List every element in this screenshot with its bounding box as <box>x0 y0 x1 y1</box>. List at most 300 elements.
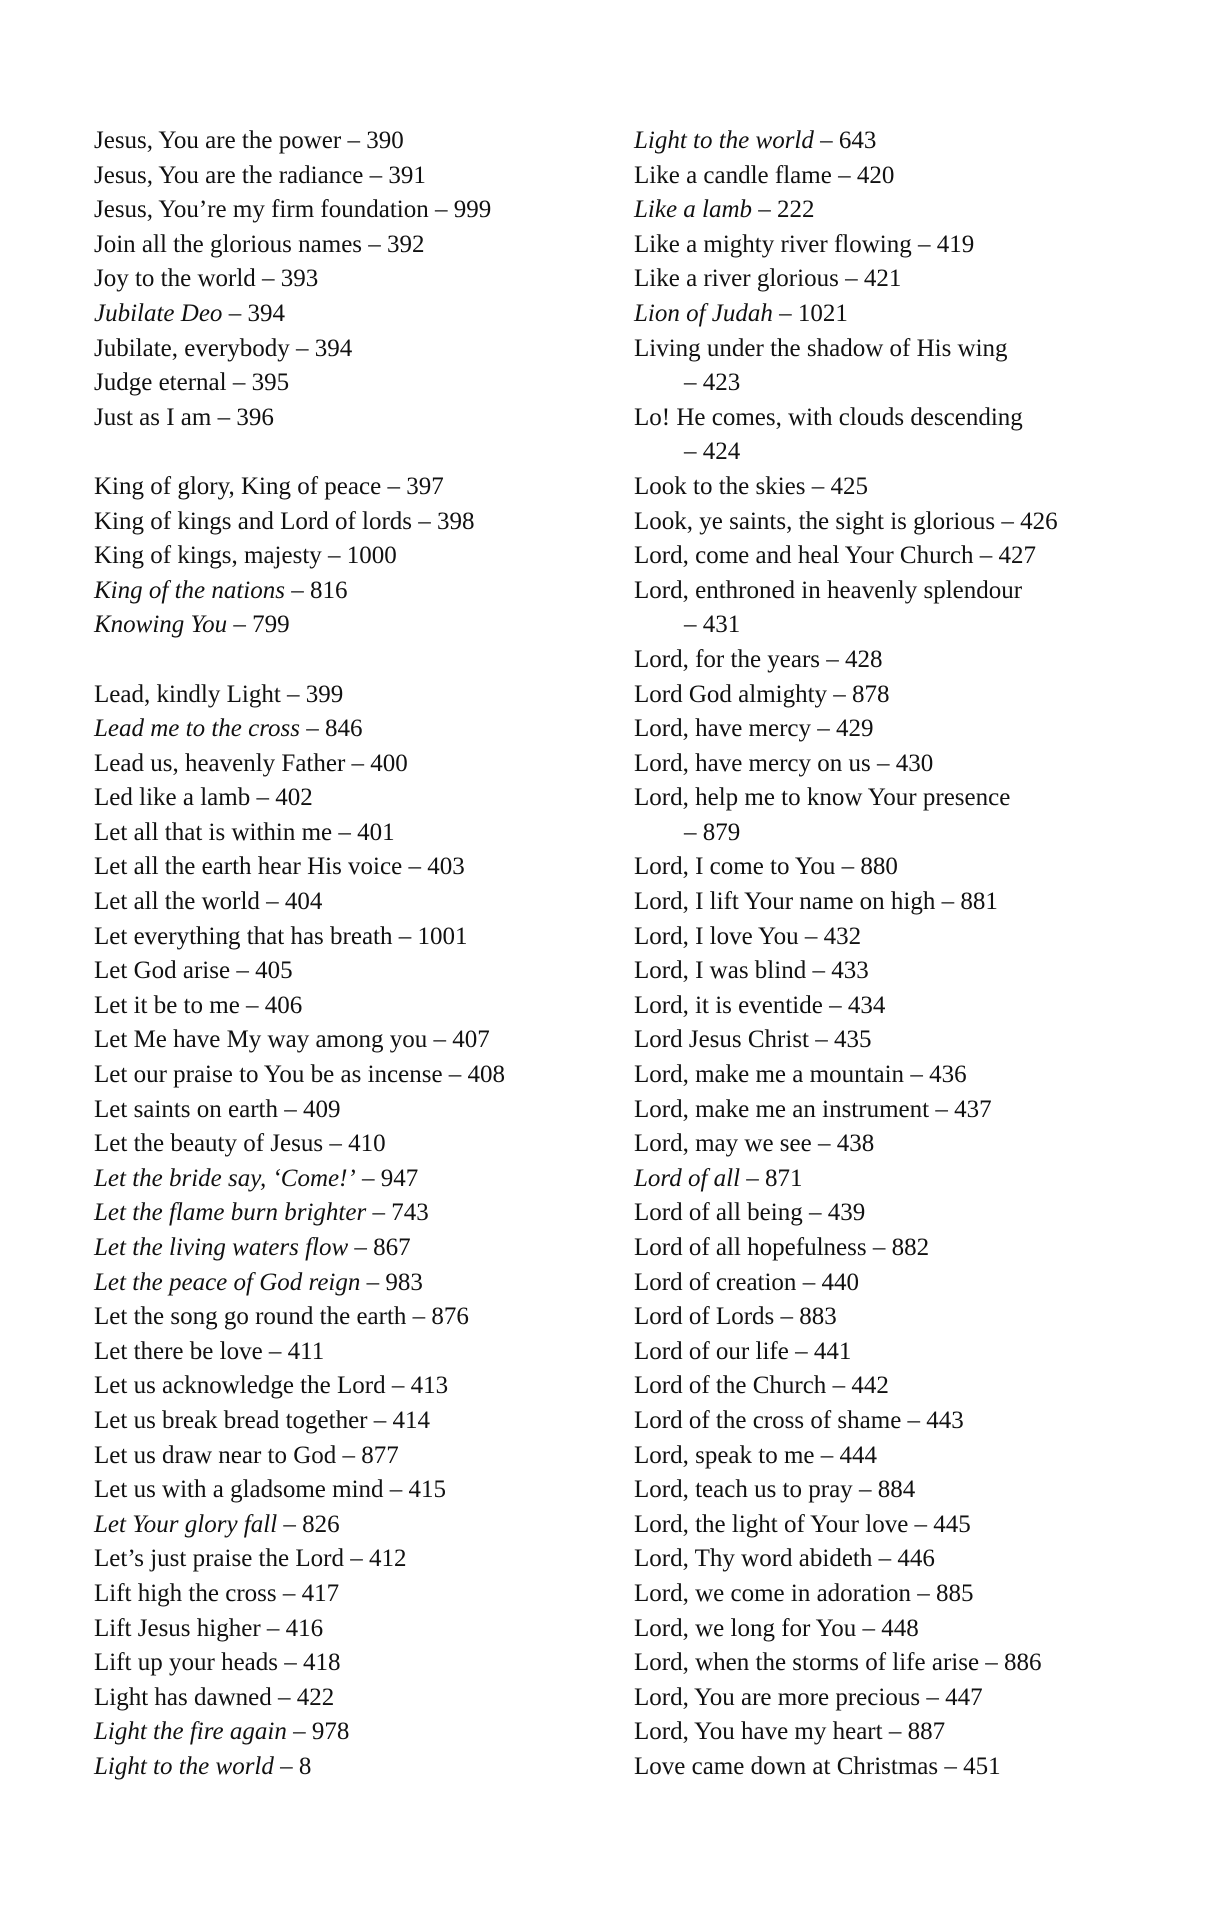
separator-dash: – <box>796 1268 822 1296</box>
hymn-title: Jesus, You are the radiance <box>94 161 364 189</box>
hymn-entry-continuation: – 424 <box>684 438 741 466</box>
hymn-entry <box>634 1196 1214 1231</box>
hymn-entry <box>634 505 1214 540</box>
hymn-entry <box>634 781 1214 816</box>
hymn-entry <box>94 332 594 367</box>
separator-dash: – <box>383 1476 409 1504</box>
hymn-entry <box>634 1577 1214 1612</box>
hymn-entry <box>94 1577 594 1612</box>
hymn-number: 743 <box>391 1199 429 1227</box>
hymn-entry <box>634 850 1214 885</box>
hymn-number: 883 <box>799 1303 837 1331</box>
separator-dash: – <box>412 507 438 535</box>
hymn-entry <box>634 1162 1214 1197</box>
hymn-entry <box>94 401 594 436</box>
separator-dash: – <box>856 1614 882 1642</box>
hymn-title: Light to the world <box>94 1752 274 1780</box>
separator-dash: – <box>262 1337 288 1365</box>
hymn-number: 885 <box>936 1579 974 1607</box>
hymn-number: 407 <box>452 1026 490 1054</box>
separator-dash: – <box>788 1337 814 1365</box>
separator-dash: – <box>774 1303 800 1331</box>
hymn-entry <box>94 297 594 332</box>
hymn-title: Like a river glorious <box>634 265 839 293</box>
separator-dash: – <box>259 888 285 916</box>
hymn-number: 401 <box>357 818 395 846</box>
hymn-entry <box>634 539 1214 574</box>
hymn-title: Lord, You have my heart <box>634 1718 883 1746</box>
separator-dash: – <box>255 265 281 293</box>
hymn-title: Let us with a gladsome mind <box>94 1476 384 1504</box>
hymn-entry <box>94 1335 594 1370</box>
separator-dash: – <box>831 161 857 189</box>
hymn-entry <box>94 1093 594 1128</box>
hymn-number: 886 <box>1004 1649 1042 1677</box>
hymn-number: 408 <box>467 1061 506 1089</box>
hymn-number: 947 <box>380 1164 419 1192</box>
hymn-number: 392 <box>387 230 425 258</box>
separator-dash: – <box>341 127 367 154</box>
hymn-title: Lord, come and heal Your Church <box>634 542 974 570</box>
hymn-title: Lord of all <box>634 1164 741 1192</box>
hymn-entry <box>94 781 594 816</box>
separator-dash: – <box>402 853 428 881</box>
separator-dash: – <box>289 334 315 362</box>
hymn-title: Lord of the cross of shame <box>634 1406 902 1434</box>
hymn-number: 1021 <box>797 299 848 327</box>
separator-dash: – <box>938 1752 964 1780</box>
hymn-title: Lord, may we see <box>634 1130 812 1158</box>
hymn-entry <box>94 1058 594 1093</box>
separator-dash: – <box>929 1095 955 1123</box>
hymn-entry <box>634 712 1214 747</box>
separator-dash: – <box>852 1476 878 1504</box>
hymn-title: King of the nations <box>94 576 285 604</box>
hymn-number: 430 <box>895 749 934 777</box>
separator-dash: – <box>835 853 861 881</box>
separator-dash: – <box>870 749 896 777</box>
hymn-number: 428 <box>845 645 883 673</box>
hymn-entry <box>634 954 1214 989</box>
hymn-entry <box>634 1127 1214 1162</box>
hymn-entry <box>634 1439 1214 1474</box>
hymn-title: Light has dawned <box>94 1683 272 1711</box>
hymn-number: 418 <box>302 1649 341 1677</box>
separator-dash: – <box>277 1095 303 1123</box>
hymn-title: Let Me have My way among you <box>94 1026 428 1054</box>
separator-dash: – <box>367 1406 393 1434</box>
hymn-title: Let everything that has breath <box>94 922 393 950</box>
hymn-number: 390 <box>366 127 404 154</box>
hymn-title: Let all the earth hear His voice <box>94 853 403 881</box>
hymn-title: Let the beauty of Jesus <box>94 1130 324 1158</box>
hymn-number: 1001 <box>417 922 468 950</box>
hymn-title: Let all that is within me <box>94 818 333 846</box>
separator-dash: – <box>300 715 325 743</box>
separator-dash: – <box>336 1441 362 1469</box>
hymn-title: Let all the world <box>94 888 260 916</box>
hymn-title: Lead us, heavenly Father <box>94 749 346 777</box>
hymn-title: Lord, I was blind <box>634 957 807 985</box>
separator-dash: – <box>345 749 371 777</box>
hymn-entry <box>94 1369 594 1404</box>
hymn-number: 826 <box>302 1510 340 1538</box>
hymn-entry <box>634 401 1214 436</box>
hymn-title: Let us break bread together <box>94 1406 368 1434</box>
hymn-title: Lord, make me an instrument <box>634 1095 930 1123</box>
hymn-entry <box>94 1542 594 1577</box>
hymn-number: 877 <box>361 1441 399 1469</box>
hymn-entry <box>634 678 1214 713</box>
separator-dash: – <box>360 1268 386 1296</box>
hymn-number: 876 <box>431 1303 469 1331</box>
hymn-entry <box>634 1715 1214 1750</box>
hymn-entry <box>634 643 1214 678</box>
hymn-title: Let’s just praise the Lord <box>94 1545 344 1573</box>
index-column-left <box>94 124 594 1785</box>
hymn-title: Let there be love <box>94 1337 263 1365</box>
hymn-number: 437 <box>954 1095 992 1123</box>
hymn-title: Let the living waters flow <box>94 1234 349 1261</box>
separator-dash: – <box>321 542 347 570</box>
separator-dash: – <box>442 1061 468 1089</box>
hymn-title: Lord, for the years <box>634 645 821 673</box>
hymn-entry <box>94 470 594 505</box>
hymn-number: 433 <box>831 957 869 985</box>
hymn-entry <box>94 1300 594 1335</box>
hymn-title: Jubilate, everybody <box>94 334 290 362</box>
hymn-number: 399 <box>305 680 344 708</box>
hymn-title: Jubilate Deo <box>94 299 223 327</box>
hymn-number: 846 <box>325 715 363 743</box>
separator-dash: – <box>230 957 256 985</box>
separator-dash: – <box>323 1130 349 1158</box>
hymn-number: 436 <box>929 1061 967 1089</box>
hymn-entry <box>634 1023 1214 1058</box>
hymn-entry <box>94 920 594 955</box>
hymn-entry <box>94 1681 594 1716</box>
hymn-number: 871 <box>765 1164 803 1192</box>
hymn-title: Lo! He comes, with clouds descending <box>634 403 1023 431</box>
separator-dash: – <box>277 1649 303 1677</box>
hymn-number: 884 <box>877 1476 916 1504</box>
separator-dash: – <box>250 784 276 812</box>
hymn-number: 422 <box>296 1683 335 1711</box>
hymn-title: Lift Jesus higher <box>94 1614 261 1642</box>
separator-dash: – <box>814 1441 840 1469</box>
hymn-entry <box>634 920 1214 955</box>
separator-dash: – <box>827 680 853 708</box>
separator-dash: – <box>286 1718 312 1746</box>
hymn-entry <box>94 1646 594 1681</box>
separator-dash: – <box>973 542 999 570</box>
separator-dash: – <box>811 715 837 743</box>
hymn-number: 439 <box>827 1199 866 1227</box>
hymn-title: Lord Jesus Christ <box>634 1026 809 1054</box>
hymn-title: Lord of our life <box>634 1337 789 1365</box>
hymn-entry <box>634 1058 1214 1093</box>
separator-dash: – <box>392 922 418 950</box>
hymn-entry <box>634 297 1214 332</box>
hymn-entry <box>94 608 594 643</box>
hymn-entry <box>634 989 1214 1024</box>
separator-dash: – <box>227 611 253 639</box>
hymn-number: 447 <box>945 1683 983 1711</box>
hymn-entry <box>634 747 1214 782</box>
separator-dash: – <box>260 1614 286 1642</box>
hymn-number: 440 <box>821 1268 859 1296</box>
hymn-number: 867 <box>373 1234 411 1261</box>
hymn-number: 394 <box>247 299 285 327</box>
hymn-entry <box>94 1404 594 1439</box>
hymn-title: Let the bride say, ‘Come!’ <box>94 1164 356 1192</box>
hymn-title: Lord, I love You <box>634 922 799 950</box>
hymn-number: 403 <box>427 853 465 881</box>
hymn-entry <box>94 1612 594 1647</box>
hymn-entry <box>94 1023 594 1058</box>
hymn-number: 395 <box>251 369 290 397</box>
separator-dash: – <box>813 127 839 154</box>
hymn-number: 443 <box>926 1406 964 1434</box>
separator-dash: – <box>882 1718 908 1746</box>
hymn-title: Lord, we long for You <box>634 1614 857 1642</box>
hymn-entry <box>94 954 594 989</box>
hymn-title: Lord, have mercy on us <box>634 749 871 777</box>
separator-dash: – <box>740 1164 766 1192</box>
hymn-entry <box>94 1473 594 1508</box>
separator-dash: – <box>805 472 831 500</box>
separator-dash: – <box>866 1234 892 1261</box>
hymn-title: Look to the skies <box>634 472 806 500</box>
hymn-number: 434 <box>847 991 886 1019</box>
hymn-entry <box>94 539 594 574</box>
hymn-title: Lift up your heads <box>94 1649 278 1677</box>
hymn-entry <box>634 1231 1214 1266</box>
separator-dash: – <box>904 1061 930 1089</box>
hymn-title: King of glory, King of peace <box>94 472 382 500</box>
hymn-entry <box>634 159 1214 194</box>
separator-dash: – <box>995 507 1021 535</box>
separator-dash: – <box>826 1372 852 1400</box>
hymn-number: 441 <box>813 1337 852 1365</box>
hymn-title: Lift high the cross <box>94 1579 277 1607</box>
hymn-title: Lead, kindly Light <box>94 680 281 708</box>
hymn-entry-continuation: – 431 <box>684 611 741 639</box>
hymn-number: 643 <box>838 127 877 154</box>
hymn-number: 421 <box>863 265 902 293</box>
section-gap <box>94 643 594 678</box>
hymn-title: Like a mighty river flowing <box>634 230 912 258</box>
hymn-number: 391 <box>388 161 426 189</box>
hymn-entry <box>94 193 594 228</box>
hymn-number: 882 <box>891 1234 930 1261</box>
hymn-number: 405 <box>255 957 293 985</box>
hymn-title: Let the peace of God reign <box>94 1268 361 1296</box>
hymn-entry <box>94 505 594 540</box>
separator-dash: – <box>935 888 961 916</box>
hymn-title: Lord, we come in adoration <box>634 1579 911 1607</box>
hymn-title: Let Your glory fall <box>94 1510 278 1538</box>
separator-dash: – <box>381 472 407 500</box>
separator-dash: – <box>362 230 388 258</box>
hymn-number: 880 <box>860 853 898 881</box>
hymn-title: Lord, help me to know Your presence <box>634 784 1011 812</box>
hymn-number: 983 <box>385 1268 423 1296</box>
separator-dash: – <box>802 1199 828 1227</box>
hymn-number: 416 <box>285 1614 324 1642</box>
hymn-entry <box>634 1369 1214 1404</box>
hymn-entry <box>94 989 594 1024</box>
hymn-title: Lord, Thy word abideth <box>634 1545 873 1573</box>
hymn-title: Living under the shadow of His wing <box>634 334 1008 362</box>
separator-dash: – <box>809 1026 834 1054</box>
hymn-number: 425 <box>830 472 869 500</box>
index-column-right <box>634 124 1214 1785</box>
hymn-number: 432 <box>823 922 862 950</box>
hymn-number: 402 <box>275 784 313 812</box>
hymn-entry <box>634 262 1214 297</box>
hymn-title: Lord, the light of Your love <box>634 1510 909 1538</box>
hymn-entry <box>634 193 1214 228</box>
hymn-entry <box>94 159 594 194</box>
hymn-number: 415 <box>408 1476 447 1504</box>
separator-dash: – <box>428 196 454 224</box>
separator-dash: – <box>806 957 832 985</box>
hymn-number: 222 <box>777 196 815 224</box>
separator-dash: – <box>822 991 848 1019</box>
hymn-entry-continuation: – 423 <box>684 369 741 397</box>
hymn-number: 398 <box>437 507 475 535</box>
hymn-entry <box>634 1508 1214 1543</box>
hymn-title: Love came down at Christmas <box>634 1752 939 1780</box>
separator-dash: – <box>920 1683 946 1711</box>
hymn-title: Lord, teach us to pray <box>634 1476 853 1504</box>
hymn-entry <box>634 1404 1214 1439</box>
hymn-number: 412 <box>368 1545 407 1573</box>
separator-dash: – <box>772 299 798 327</box>
hymn-entry <box>94 885 594 920</box>
hymn-entry <box>634 1473 1214 1508</box>
separator-dash: – <box>332 818 358 846</box>
hymn-entry <box>634 1646 1214 1681</box>
separator-dash: – <box>226 369 252 397</box>
separator-dash: – <box>363 161 389 189</box>
hymn-entry <box>94 1508 594 1543</box>
separator-dash: – <box>908 1510 934 1538</box>
hymn-title: Judge eternal <box>94 369 227 397</box>
separator-dash: – <box>211 403 237 431</box>
separator-dash: – <box>276 1579 302 1607</box>
hymn-title: Join all the glorious names <box>94 230 363 258</box>
hymn-title: Let us draw near to God <box>94 1441 337 1469</box>
separator-dash: – <box>277 1510 303 1538</box>
hymn-number: 442 <box>851 1372 889 1400</box>
hymn-title: Let God arise <box>94 957 231 985</box>
hymn-title: Lord of the Church <box>634 1372 827 1400</box>
hymn-entry <box>94 816 594 851</box>
hymn-title: Just as I am <box>94 403 212 431</box>
hymn-title: Lord of all hopefulness <box>634 1234 867 1261</box>
hymn-title: Led like a lamb <box>94 784 251 812</box>
hymn-title: Look, ye saints, the sight is glorious <box>634 507 996 535</box>
hymn-title: King of kings, majesty <box>94 542 322 570</box>
hymn-entry <box>634 885 1214 920</box>
hymn-title: Joy to the world <box>94 265 256 293</box>
hymn-entry <box>94 747 594 782</box>
hymn-number: 999 <box>453 196 492 224</box>
hymn-entry <box>634 1300 1214 1335</box>
hymn-title: Lord, I lift Your name on high <box>634 888 936 916</box>
hymn-number: 816 <box>309 576 348 604</box>
separator-dash: – <box>798 922 824 950</box>
hymn-number: 429 <box>836 715 874 743</box>
hymn-number: 394 <box>314 334 353 362</box>
separator-dash: – <box>271 1683 297 1711</box>
hymn-number: 420 <box>856 161 895 189</box>
hymn-title: Lord, it is eventide <box>634 991 823 1019</box>
hymn-number: 427 <box>998 542 1037 570</box>
hymn-number: 446 <box>897 1545 935 1573</box>
hymn-title: Lord God almighty <box>634 680 828 708</box>
hymn-title: Lord, speak to me <box>634 1441 815 1469</box>
hymn-entry <box>94 1127 594 1162</box>
hymn-entry <box>94 262 594 297</box>
hymn-title: Let our praise to You be as incense <box>94 1061 443 1089</box>
hymn-number: 887 <box>907 1718 946 1746</box>
hymn-number: 978 <box>311 1718 350 1746</box>
hymn-entry <box>634 574 1214 609</box>
hymn-title: Light to the world <box>634 127 814 154</box>
separator-dash: – <box>385 1372 411 1400</box>
hymn-number: 1000 <box>346 542 397 570</box>
separator-dash: – <box>239 991 265 1019</box>
hymn-title: Jesus, You are the power <box>94 127 342 154</box>
separator-dash: – <box>284 576 310 604</box>
hymn-title: Jesus, You’re my firm foundation <box>94 196 429 224</box>
separator-dash: – <box>811 1130 837 1158</box>
hymn-number: 426 <box>1020 507 1058 535</box>
separator-dash: – <box>872 1545 898 1573</box>
hymn-entry <box>94 850 594 885</box>
hymn-number: 799 <box>252 611 290 639</box>
hymn-number: 393 <box>280 265 319 293</box>
section-gap <box>94 435 594 470</box>
hymn-number: 413 <box>410 1372 449 1400</box>
hymn-title: King of kings and Lord of lords <box>94 507 413 535</box>
hymn-entry <box>634 1266 1214 1301</box>
hymn-entry <box>94 1750 594 1785</box>
hymn-number: 444 <box>839 1441 878 1469</box>
hymn-number: 411 <box>287 1337 325 1365</box>
hymn-entry <box>94 678 594 713</box>
hymn-entry <box>94 366 594 401</box>
hymn-entry-continuation: – 879 <box>684 818 741 846</box>
hymn-entry <box>94 124 594 159</box>
hymn-entry <box>634 470 1214 505</box>
hymn-title: Lord, make me a mountain <box>634 1061 905 1089</box>
hymn-entry <box>94 1162 594 1197</box>
hymn-entry <box>634 1681 1214 1716</box>
hymn-number: 445 <box>933 1510 971 1538</box>
hymn-title: Light the fire again <box>94 1718 287 1746</box>
separator-dash: – <box>273 1752 299 1780</box>
hymn-entry <box>94 1439 594 1474</box>
hymn-title: Knowing You <box>94 611 228 639</box>
hymn-number: 8 <box>298 1752 312 1780</box>
hymn-title: Let the flame burn brighter <box>94 1199 367 1227</box>
hymn-number: 414 <box>392 1406 430 1434</box>
hymn-entry <box>634 1335 1214 1370</box>
